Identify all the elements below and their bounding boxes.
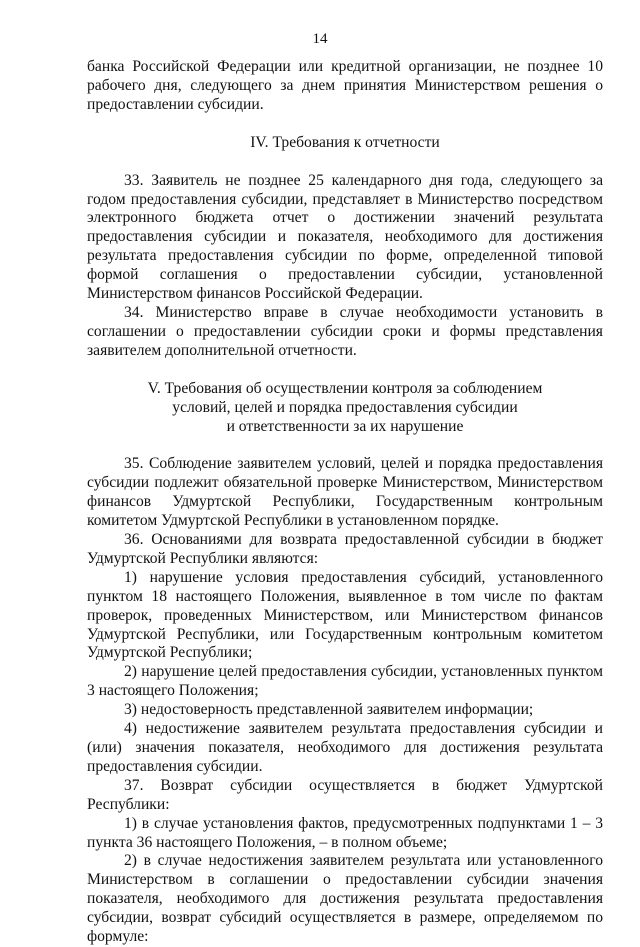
paragraph-36-item-2: 2) нарушение целей предоставления субсидии, установленных пунктом 3 настоящего Положения; <box>87 663 603 700</box>
paragraph-37-item-2: 2) в случае недостижения заявителем результата или установленного Министерством в соглашении о предоставлении субсидии значения показателя, необходимого для достижения результата предоставления субсидии, возврат субсидий осуществляется в размере, определяемом по формуле: <box>87 852 603 946</box>
document-body <box>87 58 603 947</box>
section-5-heading <box>87 380 603 437</box>
paragraph-36-item-3: 3) недостоверность представленной заявителем информации; <box>124 701 534 719</box>
paragraph-36-item-1: 1) нарушение условия предоставления субсидий, установленного пунктом 18 настоящего Положения, выявленное в том числе по фактам проверок, проведенных Министерством, или Министерством финансов Удмуртской Республики, или Государственным контрольным комитетом Удмуртской Республики; <box>87 568 603 662</box>
section-5-heading-line-3: и ответственности за их нарушение <box>226 417 464 435</box>
paragraph-33: 33. Заявитель не позднее 25 календарного дня года, следующего за годом предоставления субсидии, представляет в Министерство посредством электронного бюджета отчет о достижении значений результата предоставления субсидии и показателя, необходимого для достижения результата предоставления субсидии по форме, определенной типовой формой соглашения о предоставлении субсидии, установленной Министерством финансов Российской Федерации. <box>87 171 603 303</box>
section-5-heading-line-1: V. Требования об осуществлении контроля за соблюдением <box>147 379 543 397</box>
paragraph-36: 36. Основаниями для возврата предоставленной субсидии в бюджет Удмуртской Республики являются: <box>87 531 603 567</box>
section-5-heading-line-2: условий, целей и порядка предоставления субсидии <box>172 398 518 416</box>
paragraph-35: 35. Соблюдение заявителем условий, целей и порядка предоставления субсидии подлежит обязательной проверке Министерством, Министерством финансов Удмуртской Республики, Государственным контрольным комитетом Удмуртской Республики в установленном порядке. <box>87 455 603 530</box>
paragraph-37-item-1: 1) в случае установления фактов, предусмотренных подпунктами 1 – 3 пункта 36 настоящего Положения, – в полном объеме; <box>87 814 603 851</box>
paragraph-36-item-4: 4) недостижение заявителем результата предоставления субсидии и (или) значения показателя, необходимого для достижения результата предоставления субсидии. <box>87 720 603 775</box>
paragraph-34: 34. Министерство вправе в случае необходимости установить в соглашении о предоставлении субсидии сроки и формы представления заявителем дополнительной отчетности. <box>87 303 603 359</box>
section-4-heading: IV. Требования к отчетности <box>250 133 440 151</box>
paragraph-37: 37. Возврат субсидии осуществляется в бюджет Удмуртской Республики: <box>87 776 603 813</box>
paragraph-intro: банка Российской Федерации или кредитной организации, не позднее 10 рабочего дня, следующего за днем принятия Министерством решения о предоставлении субсидии. <box>87 58 603 113</box>
page-number: 14 <box>312 31 328 47</box>
